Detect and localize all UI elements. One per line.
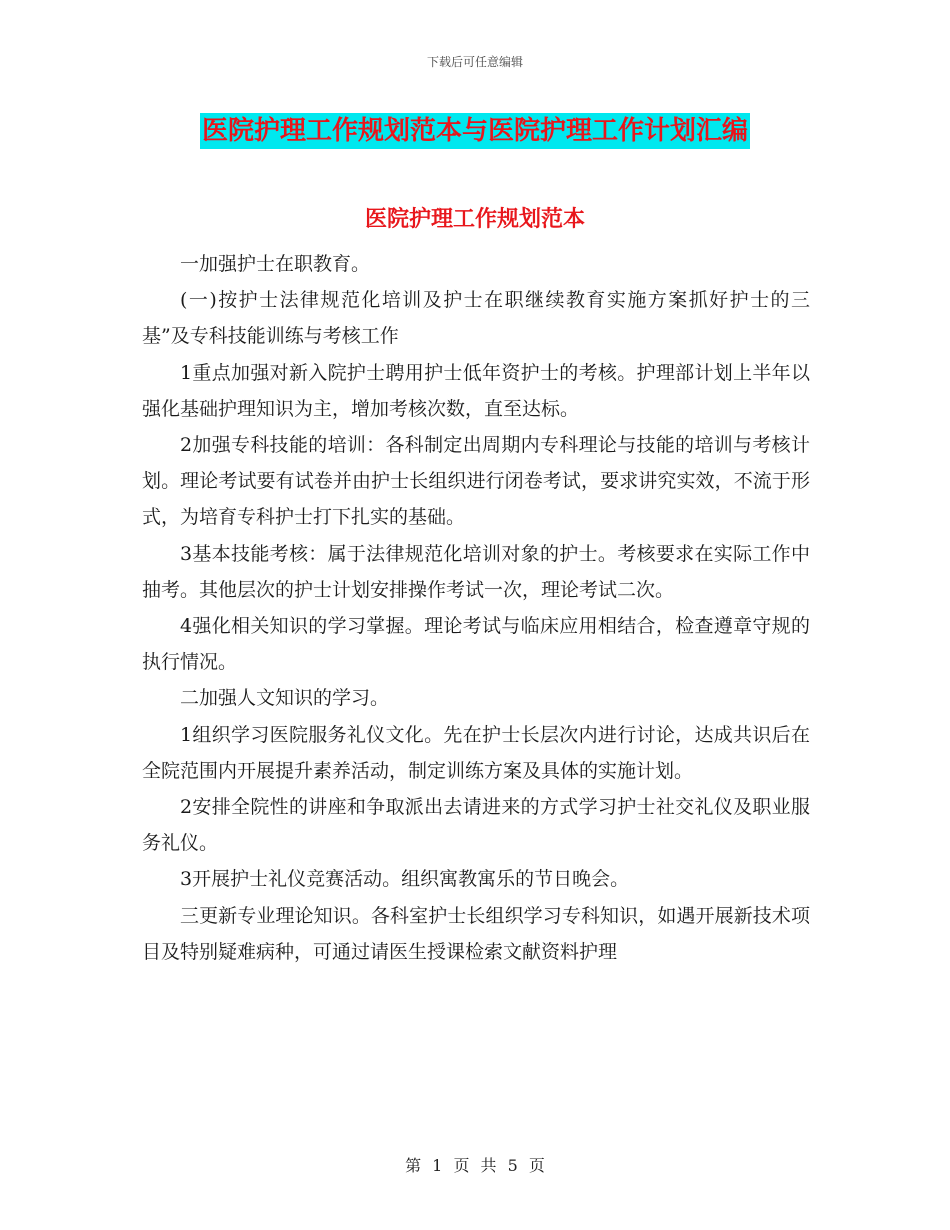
document-body [142,246,810,970]
paragraph: 三更新专业理论知识。各科室护士长组织学习专科知识，如遇开展新技术项目及特别疑难病种，可通过请医生授课检索文献资料护理 [142,904,810,963]
paragraph: 2加强专科技能的培训：各科制定出周期内专科理论与技能的培训与考核计划。理论考试要有试卷并由护士长组织进行闭卷考试，要求讲究实效，不流于形式，为培育专科护士打下扎实的基础。 [142,434,810,529]
paragraph: 3开展护士礼仪竞赛活动。组织寓教寓乐的节日晚会。 [180,868,630,891]
paragraph: 1重点加强对新入院护士聘用护士低年资护士的考核。护理部计划上半年以强化基础护理知识为主，增加考核次数，直至达标。 [142,361,810,420]
paragraph: 3基本技能考核：属于法律规范化培训对象的护士。考核要求在实际工作中抽考。其他层次的护士计划安排操作考试一次，理论考试二次。 [142,542,810,601]
paragraph: (一)按护士法律规范化培训及护士在职继续教育实施方案抓好护士的三基”及专科技能训练与考核工作 [142,289,810,348]
paragraph: 2安排全院性的讲座和争取派出去请进来的方式学习护士社交礼仪及职业服务礼仪。 [142,796,810,855]
doc-title: 医院护理工作规划范本与医院护理工作计划汇编 [200,113,750,149]
paragraph: 4强化相关知识的学习掌握。理论考试与临床应用相结合，检查遵章守规的执行情况。 [142,615,810,674]
paragraph: 二加强人文知识的学习。 [180,687,390,710]
page-footer: 第 1 页 共 5 页 [405,1156,545,1175]
paragraph: 1组织学习医院服务礼仪文化。先在护士长层次内进行讨论，达成共识后在全院范围内开展提升素养活动，制定训练方案及具体的实施计划。 [142,723,810,782]
header-note: 下载后可任意编辑 [426,55,523,69]
paragraph: 一加强护士在职教育。 [180,253,371,275]
doc-title-container [0,113,950,149]
section-title: 医院护理工作规划范本 [364,207,585,232]
